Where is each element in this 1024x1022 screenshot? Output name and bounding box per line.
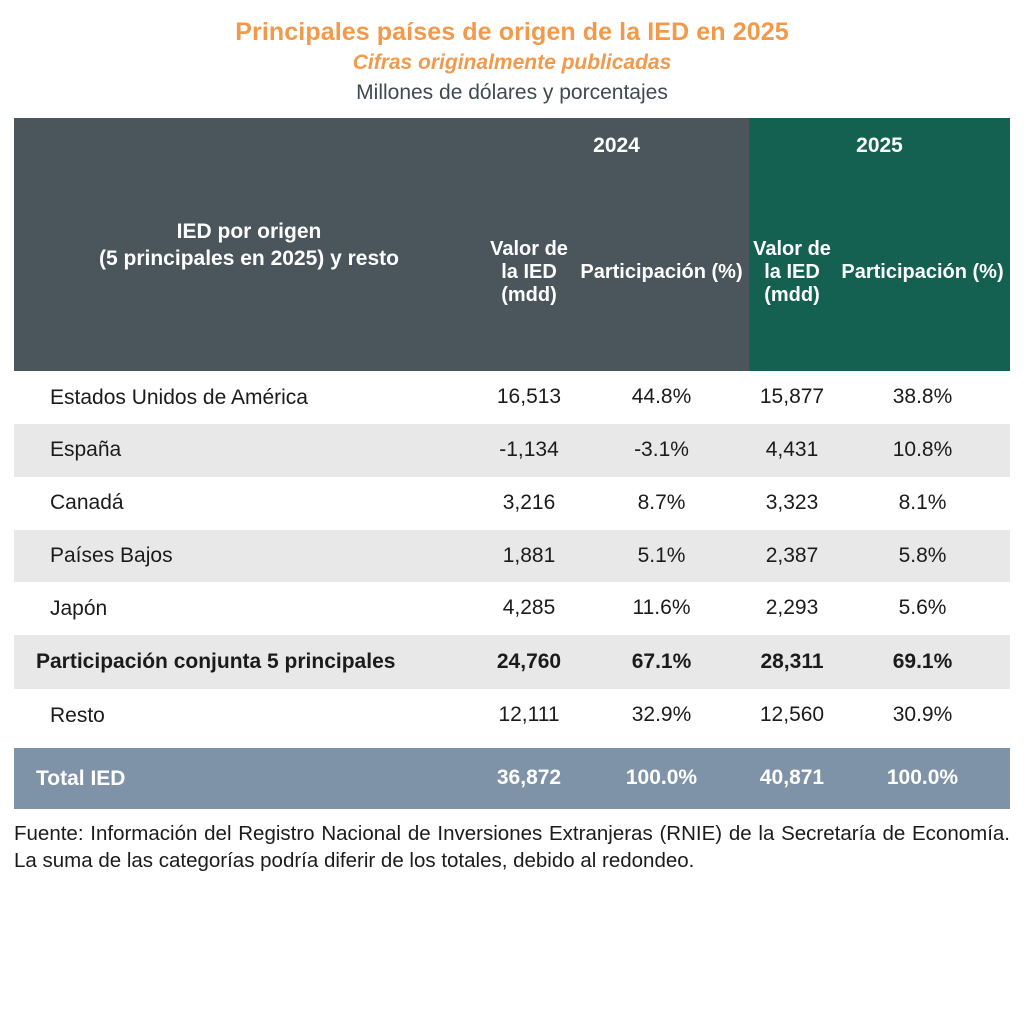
page-subtitle: Cifras originalmente publicadas — [352, 50, 672, 74]
column-header-year-2024: 2024 — [484, 118, 749, 174]
row-label: Japón — [50, 596, 108, 620]
table-row-subtotal — [14, 635, 1010, 689]
cell-value-2024: 3,216 — [502, 490, 556, 514]
cell-value-2024: 16,513 — [496, 385, 562, 409]
cell-share-2025: 10.8% — [835, 424, 1010, 477]
row-label: Canadá — [50, 491, 124, 515]
cell-value-2024: 24,760 — [484, 635, 574, 689]
table-header-row-years — [14, 118, 1010, 174]
cell-share-2024: 5.1% — [574, 530, 749, 583]
table-row — [14, 424, 1010, 477]
table-row — [14, 477, 1010, 530]
cell-share-2024: 8.7% — [637, 490, 686, 514]
cell-value-2025: 15,877 — [759, 385, 825, 409]
row-label: Estados Unidos de América — [50, 385, 308, 409]
cell-value-2025: 4,431 — [749, 424, 835, 477]
ied-origin-table — [14, 118, 1010, 809]
cell-value-2025: 12,560 — [759, 703, 825, 727]
column-header-value-2025: Valor de la IED (mdd) — [749, 174, 835, 371]
cell-value-2025: 2,293 — [765, 596, 819, 620]
cell-value-2025: 2,387 — [749, 530, 835, 583]
row-label: España — [14, 424, 484, 477]
total-label: Total IED — [14, 748, 484, 809]
cell-value-2024: 12,111 — [498, 703, 560, 727]
total-value-2024: 36,872 — [484, 748, 574, 809]
cell-value-2025: 28,311 — [749, 635, 835, 689]
cell-share-2025: 5.8% — [835, 530, 1010, 583]
table-row — [14, 582, 1010, 635]
cell-share-2024: 11.6% — [632, 596, 691, 620]
source-note: Fuente: Información del Registro Nacional de Inversiones Extranjeras (RNIE) de la Secretaría de Economía. La suma de las categorías podría diferir de los totales, debido al redondeo. — [14, 819, 1010, 875]
row-label: Resto — [50, 703, 105, 727]
total-share-2024: 100.0% — [574, 748, 749, 809]
column-header-value-2024: Valor de la IED (mdd) — [484, 174, 574, 371]
cell-share-2025: 5.6% — [898, 596, 947, 620]
table-body — [14, 371, 1010, 809]
title-block — [0, 0, 1024, 106]
cell-share-2025: 69.1% — [835, 635, 1010, 689]
cell-share-2025: 30.9% — [892, 703, 953, 727]
table-row — [14, 689, 1010, 742]
cell-share-2024: 44.8% — [631, 385, 692, 409]
table-row — [14, 530, 1010, 583]
row-label: Países Bajos — [14, 530, 484, 583]
column-header-share-2024: Participación (%) — [574, 174, 749, 371]
cell-share-2025: 8.1% — [898, 490, 947, 514]
cell-share-2024: -3.1% — [574, 424, 749, 477]
column-header-origin-line2: (5 principales en 2025) y resto — [99, 246, 399, 270]
cell-share-2025: 38.8% — [892, 385, 953, 409]
cell-value-2025: 3,323 — [765, 490, 819, 514]
column-header-year-2025: 2025 — [749, 118, 1010, 174]
table-container — [14, 118, 1010, 809]
table-row — [14, 371, 1010, 424]
cell-value-2024: 4,285 — [502, 596, 556, 620]
column-header-share-2025: Participación (%) — [835, 174, 1010, 371]
cell-value-2024: 1,881 — [484, 530, 574, 583]
cell-share-2024: 32.9% — [631, 703, 692, 727]
column-header-origin-line1: IED por origen — [176, 219, 322, 243]
cell-share-2024: 67.1% — [574, 635, 749, 689]
page-units-label: Millones de dólares y porcentajes — [356, 81, 668, 105]
row-label: Participación conjunta 5 principales — [14, 635, 484, 689]
total-value-2025: 40,871 — [749, 748, 835, 809]
column-header-origin — [14, 118, 484, 371]
table-header — [14, 118, 1010, 371]
table-row-total — [14, 748, 1010, 809]
page-title: Principales países de origen de la IED en 2025 — [235, 18, 789, 46]
total-share-2025: 100.0% — [835, 748, 1010, 809]
cell-value-2024: -1,134 — [484, 424, 574, 477]
